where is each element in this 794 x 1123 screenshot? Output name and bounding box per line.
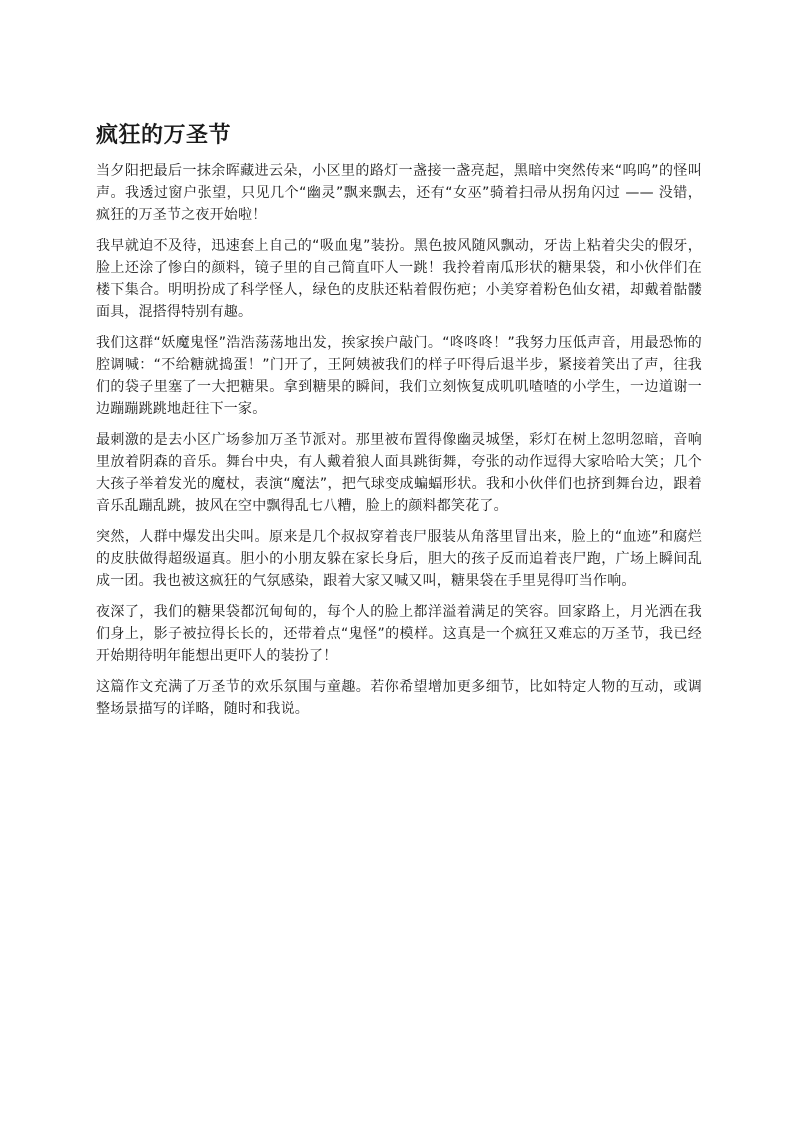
paragraph-2: 我早就迫不及待，迅速套上自己的“吸血鬼”装扮。黑色披风随风飘动，牙齿上粘着尖尖的假牙，脸上还涂了惨白的颜料，镜子里的自己简直吓人一跳！我拎着南瓜形状的糖果袋，和小伙伴们在楼下集合。明明扮成了科学怪人，绿色的皮肤还粘着假伤疤；小美穿着粉色仙女裙，却戴着骷髅面具，混搭得特别有趣。	[96, 238, 702, 320]
document-title: 疯狂的万圣节	[96, 123, 232, 148]
paragraph-5: 突然，人群中爆发出尖叫。原来是几个叔叔穿着丧尸服装从角落里冒出来，脸上的“血迹”和腐烂的皮肤做得超级逼真。胆小的小朋友躲在家长身后，胆大的孩子反而追着丧尸跑，广场上瞬间乱成一团。我也被这疯狂的气氛感染，跟着大家又喊又叫，糖果袋在手里晃得叮当作响。	[96, 529, 702, 589]
paragraph-4: 最刺激的是去小区广场参加万圣节派对。那里被布置得像幽灵城堡，彩灯在树上忽明忽暗，音响里放着阴森的音乐。舞台中央，有人戴着狼人面具跳街舞，夸张的动作逗得大家哈哈大笑；几个大孩子举着发光的魔杖，表演“魔法”，把气球变成蝙蝠形状。我和小伙伴们也挤到舞台边，跟着音乐乱蹦乱跳，披风在空中飘得乱七八糟，脸上的颜料都笑花了。	[96, 432, 702, 514]
paragraph-6: 夜深了，我们的糖果袋都沉甸甸的，每个人的脸上都洋溢着满足的笑容。回家路上，月光洒在我们身上，影子被拉得长长的，还带着点“鬼怪”的模样。这真是一个疯狂又难忘的万圣节，我已经开始期待明年能想出更吓人的装扮了！	[96, 604, 702, 664]
document-page	[96, 120, 702, 729]
paragraph-3: 我们这群“妖魔鬼怪”浩浩荡荡地出发，挨家挨户敲门。“咚咚咚！”我努力压低声音，用最恐怖的腔调喊：“不给糖就捣蛋！”门开了，王阿姨被我们的样子吓得后退半步，紧接着笑出了声，往我们的袋子里塞了一大把糖果。拿到糖果的瞬间，我们立刻恢复成叽叽喳喳的小学生，一边道谢一边蹦蹦跳跳地赶往下一家。	[96, 335, 702, 417]
paragraph-7: 这篇作文充满了万圣节的欢乐氛围与童趣。若你希望增加更多细节，比如特定人物的互动，或调整场景描写的详略，随时和我说。	[96, 679, 702, 717]
paragraph-1: 当夕阳把最后一抹余晖藏进云朵，小区里的路灯一盏接一盏亮起，黑暗中突然传来“呜呜”的怪叫声。我透过窗户张望，只见几个“幽灵”飘来飘去，还有“女巫”骑着扫帚从拐角闪过 —— 没错，疯狂的万圣节之夜开始啦！	[96, 163, 702, 223]
